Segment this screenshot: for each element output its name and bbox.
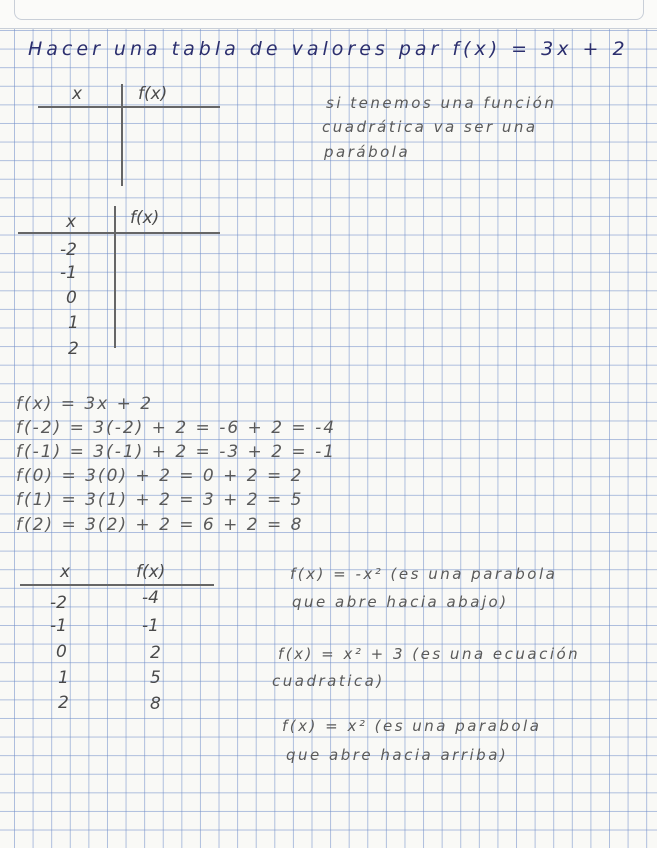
table3-header-x: x — [60, 562, 71, 582]
table3-horizontal-rule — [20, 584, 214, 586]
calculation-line: f(0) = 3(0) + 2 = 0 + 2 = 2 — [16, 466, 304, 486]
parabola-note-line: cuadrática va ser una — [322, 118, 538, 136]
table3-x-cell: 1 — [58, 668, 69, 688]
page-title: Hacer una tabla de valores par f(x) = 3x + 2 — [28, 38, 629, 60]
table3-fx-cell: 5 — [150, 668, 161, 688]
calculation-line: f(1) = 3(1) + 2 = 3 + 2 = 5 — [16, 490, 304, 510]
table3-fx-cell: -4 — [142, 588, 159, 608]
note-line: f(x) = x² + 3 (es una ecuación — [278, 645, 581, 663]
table3-fx-cell: 8 — [150, 694, 161, 714]
calculation-line: f(-2) = 3(-2) + 2 = -6 + 2 = -4 — [16, 418, 337, 438]
parabola-note-line: parábola — [324, 143, 411, 161]
calculation-line: f(x) = 3x + 2 — [16, 394, 154, 414]
table3-fx-cell: -1 — [142, 616, 159, 636]
calculation-line: f(-1) = 3(-1) + 2 = -3 + 2 = -1 — [16, 442, 337, 462]
note-line: f(x) = x² (es una parabola — [282, 717, 542, 735]
parabola-note-line: si tenemos una función — [326, 94, 557, 112]
note-line: cuadratica) — [272, 672, 385, 690]
table3-header-fx: f(x) — [136, 562, 166, 582]
table2-vertical-rule — [114, 206, 116, 348]
table3-x-cell: -2 — [50, 593, 67, 613]
table1-horizontal-rule — [38, 106, 220, 108]
table2-header-fx: f(x) — [130, 208, 160, 228]
note-line: f(x) = -x² (es una parabola — [290, 565, 558, 583]
table3-x-cell: -1 — [50, 616, 67, 636]
table2-x-cell: 0 — [66, 288, 77, 308]
table2-x-cell: 2 — [68, 339, 79, 359]
table1-vertical-rule — [121, 84, 123, 186]
table2-x-cell: -2 — [60, 240, 77, 260]
note-line: que abre hacia abajo) — [292, 593, 509, 611]
table1-header-fx: f(x) — [138, 84, 168, 104]
table2-header-x: x — [66, 212, 77, 232]
calculation-line: f(2) = 3(2) + 2 = 6 + 2 = 8 — [16, 515, 304, 535]
table3-x-cell: 0 — [56, 642, 67, 662]
table2-x-cell: 1 — [68, 313, 79, 333]
table2-horizontal-rule — [18, 232, 220, 234]
page-top-edge — [0, 0, 657, 29]
table2-x-cell: -1 — [60, 263, 77, 283]
table3-fx-cell: 2 — [150, 643, 161, 663]
note-line: que abre hacia arriba) — [286, 746, 509, 764]
table3-x-cell: 2 — [58, 693, 69, 713]
table1-header-x: x — [72, 84, 83, 104]
